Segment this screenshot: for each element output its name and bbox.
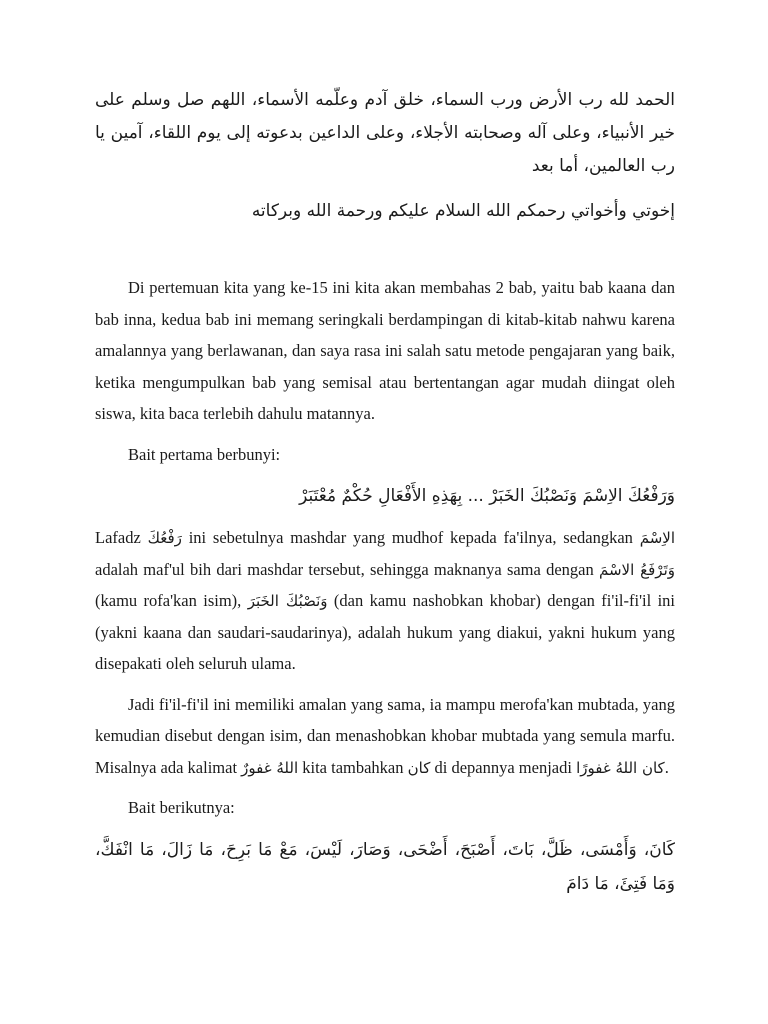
opening-praise: الحمد لله رب الأرض ورب السماء، خلق آدم وعلّمه الأسماء، اللهم صل وسلم على خير الأنبياء، وعلى آله وصحابته الأجلاء، وعلى الداعين بدعوته إلى يوم اللقاء، آمين يا رب العالمين، أما بعد: [95, 90, 675, 176]
bait-1-intro: Bait pertama berbunyi:: [128, 444, 281, 464]
document-content: [95, 84, 675, 901]
lafadz-text-5: (dan kamu nashobkan khobar) dengan fi'il-fi'il ini (yakni kaana dan saudari-saudarinya), adalah hukum yang diakui, yakni hukum yang disepakati oleh seluruh ulama.: [95, 591, 676, 673]
bait-2-verse: كَانَ، وَأَمْسَى، ظَلَّ، بَاتَ، أَصْبَحَ، أَضْحَى، وَصَارَ، لَيْسَ، مَعْ مَا بَرِحَ، مَا زَالَ، مَا انْفَكَّ، وَمَا فَتِئَ، مَا دَامَ: [95, 839, 675, 894]
jadi-arabic-example: اللهُ غفورٌ: [241, 758, 299, 777]
jadi-text-1: Jadi fi'il-fi'il ini memiliki amalan yang sama, ia mampu merofa'kan mubtada, yang kemudian disebut dengan isim, dan menashobkan khobar mubtada yang semula marfu. Misalnya ada kalimat: [95, 694, 675, 777]
opening-greeting: إخوتي وأخواتي رحمكم الله السلام عليكم ورحمة الله وبركاته: [251, 201, 675, 221]
jadi-arabic-kana: كان: [407, 758, 431, 777]
paragraph-jadi: [95, 689, 675, 784]
lafadz-text-1: Lafadz: [95, 528, 148, 547]
lafadz-text-3: adalah maf'ul bih dari mashdar tersebut, sehingga maknanya sama dengan: [95, 559, 599, 579]
lafadz-arabic-tarfau-ism: وَتَرْفَعُ الاسْمَ: [598, 560, 675, 579]
paragraph-lafadz: [95, 522, 675, 680]
bait-1-verse: وَرَفْعُكَ الاِسْمَ وَنَصْبُكَ الخَبَرْ ... بِهَذِهِ الأَفْعَالِ حُكْمٌ مُعْتَبَرْ: [299, 486, 675, 506]
paragraph-introduction: Di pertemuan kita yang ke-15 ini kita akan membahas 2 bab, yaitu bab kaana dan bab inna, kedua bab ini memang seringkali berdampingan di kitab-kitab nahwu karena amalannya yang berlawanan, dan saya rasa ini salah satu metode pengajaran yang baik, ketika mengumpulkan bab yang semisal atau bertentangan agar mudah diingat oleh siswa, kita baca terlebih dahulu matannya.: [95, 278, 675, 423]
lafadz-arabic-rafuka: رَفْعُكَ: [147, 529, 182, 547]
jadi-text-3: di depannya menjadi: [430, 757, 577, 777]
lafadz-text-4: (kamu rofa'kan isim),: [95, 591, 248, 610]
jadi-text-4: .: [664, 757, 669, 777]
lafadz-arabic-nasbuka-khabar: وَنَصْبُكَ الخَبَرَ: [247, 592, 328, 610]
lafadz-arabic-ism: الاِسْمَ: [639, 529, 675, 547]
lafadz-text-2: ini sebetulnya mashdar yang mudhof kepada fa'ilnya, sedangkan: [181, 528, 640, 547]
jadi-arabic-result: كان اللهُ غفورًا: [576, 758, 665, 777]
jadi-text-2: kita tambahkan: [298, 757, 408, 777]
bait-2-intro: Bait berikutnya:: [128, 798, 235, 817]
